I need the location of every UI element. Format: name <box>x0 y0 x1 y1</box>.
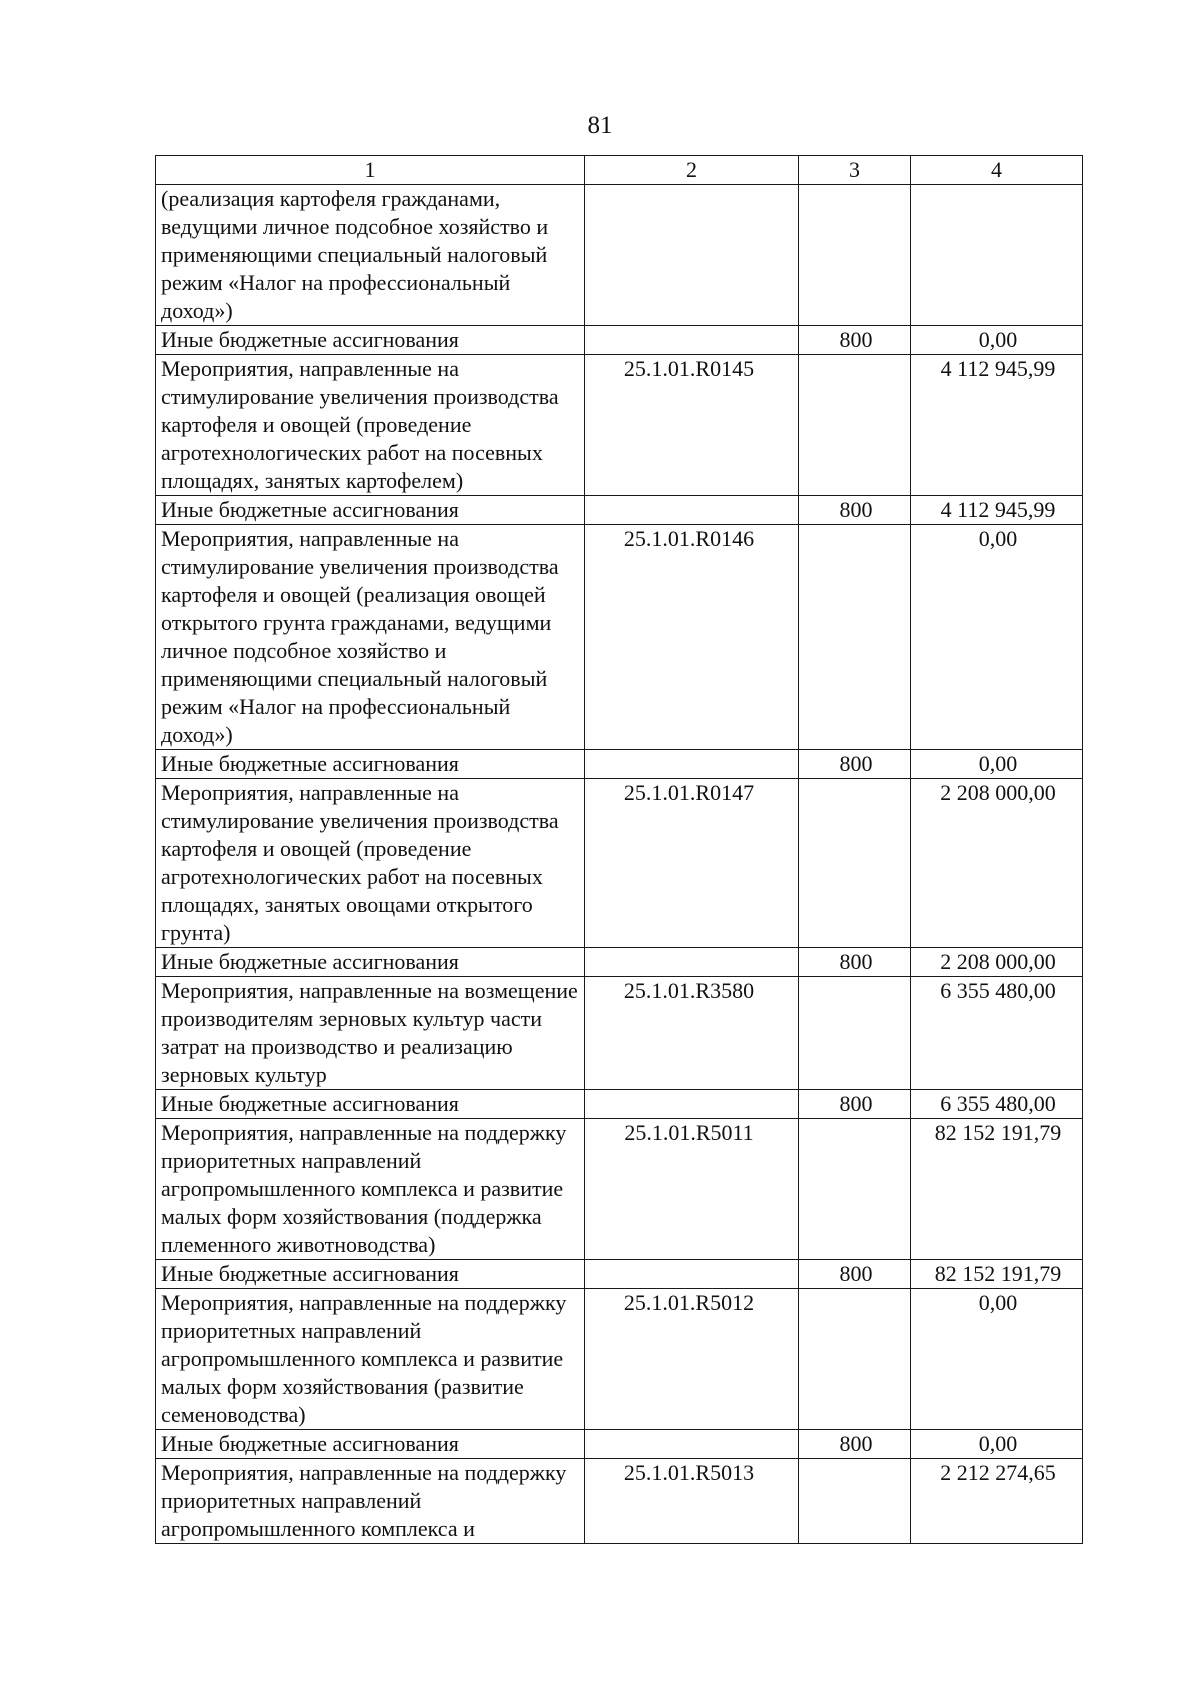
row-kvr-cell: 800 <box>799 1260 911 1289</box>
row-code-cell <box>585 1430 799 1459</box>
row-amount-cell: 0,00 <box>911 1430 1083 1459</box>
row-code-cell <box>585 185 799 326</box>
table-row <box>156 1430 1083 1459</box>
row-name-cell: Мероприятия, направленные на стимулирование увеличения производства картофеля и овощей (проведение агротехнологических работ на посевных площадях, занятых картофелем) <box>156 355 585 496</box>
row-code-cell <box>585 948 799 977</box>
row-name-cell: Мероприятия, направленные на поддержку приоритетных направлений агропромышленного комплекса и <box>156 1459 585 1544</box>
row-name-cell: Иные бюджетные ассигнования <box>156 750 585 779</box>
row-code-cell: 25.1.01.R5013 <box>585 1459 799 1544</box>
row-name-cell: Мероприятия, направленные на поддержку приоритетных направлений агропромышленного комплекса и развитие малых форм хозяйствования (развитие семеноводства) <box>156 1289 585 1430</box>
table-row <box>156 525 1083 750</box>
table-row <box>156 1119 1083 1260</box>
row-amount-cell: 4 112 945,99 <box>911 496 1083 525</box>
table-row <box>156 1289 1083 1430</box>
table-row <box>156 1260 1083 1289</box>
row-amount-cell: 2 208 000,00 <box>911 779 1083 948</box>
row-kvr-cell <box>799 355 911 496</box>
row-code-cell: 25.1.01.R0146 <box>585 525 799 750</box>
row-name-cell: Иные бюджетные ассигнования <box>156 1430 585 1459</box>
row-amount-cell: 6 355 480,00 <box>911 977 1083 1090</box>
header-cell-4: 4 <box>911 156 1083 185</box>
row-amount-cell: 0,00 <box>911 750 1083 779</box>
row-kvr-cell <box>799 1459 911 1544</box>
row-amount-cell: 0,00 <box>911 525 1083 750</box>
row-code-cell: 25.1.01.R0145 <box>585 355 799 496</box>
row-amount-cell: 2 208 000,00 <box>911 948 1083 977</box>
row-name-cell: Иные бюджетные ассигнования <box>156 1090 585 1119</box>
row-kvr-cell <box>799 1289 911 1430</box>
row-code-cell: 25.1.01.R5011 <box>585 1119 799 1260</box>
row-code-cell <box>585 750 799 779</box>
row-kvr-cell <box>799 977 911 1090</box>
table-row <box>156 326 1083 355</box>
row-code-cell: 25.1.01.R0147 <box>585 779 799 948</box>
table-row <box>156 1090 1083 1119</box>
row-name-cell: Иные бюджетные ассигнования <box>156 326 585 355</box>
row-name-cell: Мероприятия, направленные на возмещение производителям зерновых культур части затрат на производство и реализацию зерновых культур <box>156 977 585 1090</box>
row-amount-cell: 82 152 191,79 <box>911 1260 1083 1289</box>
row-amount-cell <box>911 185 1083 326</box>
row-name-cell: Мероприятия, направленные на стимулирование увеличения производства картофеля и овощей (реализация овощей открытого грунта гражданами, ведущими личное подсобное хозяйство и применяющими специальный налоговый режим «Налог на профессиональный доход») <box>156 525 585 750</box>
row-amount-cell: 2 212 274,65 <box>911 1459 1083 1544</box>
row-kvr-cell: 800 <box>799 1430 911 1459</box>
row-kvr-cell: 800 <box>799 948 911 977</box>
table-row <box>156 779 1083 948</box>
table-row <box>156 977 1083 1090</box>
row-code-cell: 25.1.01.R5012 <box>585 1289 799 1430</box>
row-name-cell: (реализация картофеля гражданами, ведущими личное подсобное хозяйство и применяющими специальный налоговый режим «Налог на профессиональный доход») <box>156 185 585 326</box>
header-cell-1: 1 <box>156 156 585 185</box>
row-amount-cell: 82 152 191,79 <box>911 1119 1083 1260</box>
row-kvr-cell: 800 <box>799 496 911 525</box>
table-row <box>156 496 1083 525</box>
row-kvr-cell <box>799 779 911 948</box>
table-row <box>156 185 1083 326</box>
row-code-cell <box>585 496 799 525</box>
header-cell-2: 2 <box>585 156 799 185</box>
row-amount-cell: 0,00 <box>911 1289 1083 1430</box>
row-code-cell <box>585 326 799 355</box>
row-code-cell: 25.1.01.R3580 <box>585 977 799 1090</box>
row-code-cell <box>585 1260 799 1289</box>
budget-table <box>155 155 1083 1544</box>
table-row <box>156 1459 1083 1544</box>
table-row <box>156 948 1083 977</box>
row-kvr-cell: 800 <box>799 326 911 355</box>
row-name-cell: Иные бюджетные ассигнования <box>156 948 585 977</box>
row-name-cell: Иные бюджетные ассигнования <box>156 496 585 525</box>
table-row <box>156 355 1083 496</box>
table-header-row <box>156 156 1083 185</box>
row-name-cell: Иные бюджетные ассигнования <box>156 1260 585 1289</box>
header-cell-3: 3 <box>799 156 911 185</box>
row-code-cell <box>585 1090 799 1119</box>
row-amount-cell: 6 355 480,00 <box>911 1090 1083 1119</box>
row-kvr-cell <box>799 1119 911 1260</box>
row-name-cell: Мероприятия, направленные на стимулирование увеличения производства картофеля и овощей (проведение агротехнологических работ на посевных площадях, занятых овощами открытого грунта) <box>156 779 585 948</box>
row-amount-cell: 4 112 945,99 <box>911 355 1083 496</box>
row-kvr-cell <box>799 185 911 326</box>
row-amount-cell: 0,00 <box>911 326 1083 355</box>
row-kvr-cell <box>799 525 911 750</box>
page-number: 81 <box>587 112 613 139</box>
row-name-cell: Мероприятия, направленные на поддержку приоритетных направлений агропромышленного комплекса и развитие малых форм хозяйствования (поддержка племенного животноводства) <box>156 1119 585 1260</box>
row-kvr-cell: 800 <box>799 1090 911 1119</box>
row-kvr-cell: 800 <box>799 750 911 779</box>
table-row <box>156 750 1083 779</box>
